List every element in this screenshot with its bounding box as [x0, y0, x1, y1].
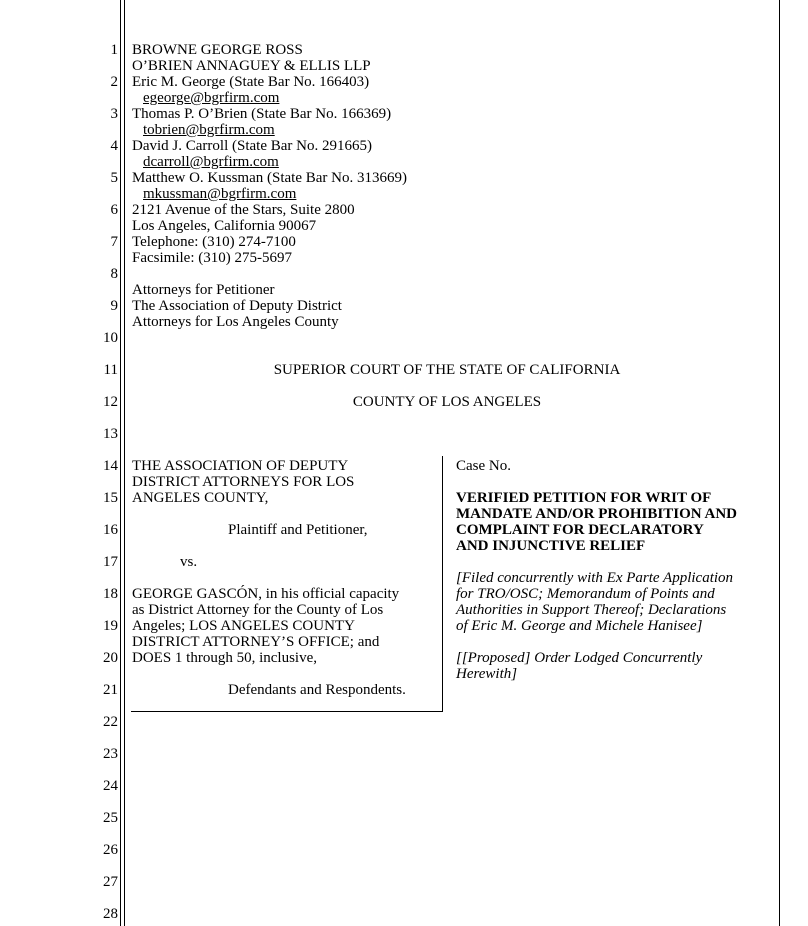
line-number: 21 — [103, 682, 118, 698]
defendant-line-2: as District Attorney for the County of Los — [132, 602, 384, 618]
line-number: 24 — [103, 778, 118, 794]
plaintiff-name-line-2: DISTRICT ATTORNEYS FOR LOS — [132, 474, 355, 490]
defendant-role: Defendants and Respondents. — [228, 682, 406, 698]
case-number-label: Case No. — [456, 458, 511, 474]
attorney-email-link[interactable]: tobrien@bgrfirm.com — [143, 122, 275, 138]
attorney-name: Eric M. George (State Bar No. 166403) — [132, 74, 370, 90]
line-number: 4 — [110, 138, 118, 154]
plaintiff-name-line-3: ANGELES COUNTY, — [132, 490, 269, 506]
firm-facsimile: Facsimile: (310) 275-5697 — [132, 250, 292, 266]
line-number: 2 — [110, 74, 118, 90]
line-number: 28 — [103, 906, 118, 922]
line-number: 20 — [103, 650, 118, 666]
firm-address-line-1: 2121 Avenue of the Stars, Suite 2800 — [132, 202, 355, 218]
line-number: 11 — [103, 362, 118, 378]
line-number: 9 — [110, 298, 118, 314]
document-title-line-3: COMPLAINT FOR DECLARATORY — [456, 522, 704, 538]
filed-concurrently-line-1: [Filed concurrently with Ex Parte Application — [456, 570, 734, 586]
line-number: 15 — [103, 490, 118, 506]
attorney-email-link[interactable]: mkussman@bgrfirm.com — [143, 186, 297, 202]
court-county: COUNTY OF LOS ANGELES — [352, 394, 542, 410]
attorney-name: David J. Carroll (State Bar No. 291665) — [132, 138, 372, 154]
line-number: 1 — [110, 42, 118, 58]
filed-concurrently-line-4: of Eric M. George and Michele Hanisee] — [456, 618, 703, 634]
defendant-line-1: GEORGE GASCÓN, in his official capacity — [132, 586, 400, 602]
document-title-line-1: VERIFIED PETITION FOR WRIT OF — [456, 490, 712, 506]
line-number: 17 — [103, 554, 118, 570]
line-number: 26 — [103, 842, 118, 858]
firm-name-line-2: O’BRIEN ANNAGUEY & ELLIS LLP — [132, 58, 371, 74]
line-number: 5 — [110, 170, 118, 186]
line-number: 14 — [103, 458, 118, 474]
attorney-email-link[interactable]: dcarroll@bgrfirm.com — [143, 154, 279, 170]
line-number: 10 — [103, 330, 118, 346]
attorney-name: Matthew O. Kussman (State Bar No. 313669) — [132, 170, 407, 186]
left-margin-rule-1 — [120, 0, 121, 926]
defendant-line-4: DISTRICT ATTORNEY’S OFFICE; and — [132, 634, 380, 650]
versus: vs. — [180, 554, 198, 570]
line-number: 18 — [103, 586, 118, 602]
line-number: 16 — [103, 522, 118, 538]
line-number: 8 — [110, 266, 118, 282]
attorney-email-link[interactable]: egeorge@bgrfirm.com — [143, 90, 280, 106]
line-number: 12 — [103, 394, 118, 410]
proposed-order-line-2: Herewith] — [456, 666, 518, 682]
attorneys-for-line-2: The Association of Deputy District — [132, 298, 342, 314]
caption-bottom-rule — [131, 711, 443, 712]
line-number: 23 — [103, 746, 118, 762]
line-number: 6 — [110, 202, 118, 218]
document-title-line-2: MANDATE AND/OR PROHIBITION AND — [456, 506, 737, 522]
plaintiff-name-line-1: THE ASSOCIATION OF DEPUTY — [132, 458, 349, 474]
left-margin-rule-2 — [124, 0, 125, 926]
firm-name-line-1: BROWNE GEORGE ROSS — [132, 42, 303, 58]
line-number: 27 — [103, 874, 118, 890]
attorneys-for-line-3: Attorneys for Los Angeles County — [132, 314, 339, 330]
defendant-line-3: Angeles; LOS ANGELES COUNTY — [132, 618, 355, 634]
line-number: 7 — [110, 234, 118, 250]
line-number: 25 — [103, 810, 118, 826]
line-number: 13 — [103, 426, 118, 442]
proposed-order-line-1: [[Proposed] Order Lodged Concurrently — [456, 650, 703, 666]
attorney-name: Thomas P. O’Brien (State Bar No. 166369) — [132, 106, 392, 122]
court-name: SUPERIOR COURT OF THE STATE OF CALIFORNIA — [273, 362, 621, 378]
line-number: 19 — [103, 618, 118, 634]
firm-telephone: Telephone: (310) 274-7100 — [132, 234, 296, 250]
document-title-line-4: AND INJUNCTIVE RELIEF — [456, 538, 646, 554]
filed-concurrently-line-3: Authorities in Support Thereof; Declarations — [456, 602, 727, 618]
caption-divider — [442, 456, 443, 712]
attorneys-for-line-1: Attorneys for Petitioner — [132, 282, 275, 298]
line-number: 3 — [110, 106, 118, 122]
right-margin-rule — [779, 0, 780, 926]
filed-concurrently-line-2: for TRO/OSC; Memorandum of Points and — [456, 586, 715, 602]
firm-address-line-2: Los Angeles, California 90067 — [132, 218, 317, 234]
defendant-line-5: DOES 1 through 50, inclusive, — [132, 650, 317, 666]
line-number: 22 — [103, 714, 118, 730]
plaintiff-role: Plaintiff and Petitioner, — [228, 522, 368, 538]
